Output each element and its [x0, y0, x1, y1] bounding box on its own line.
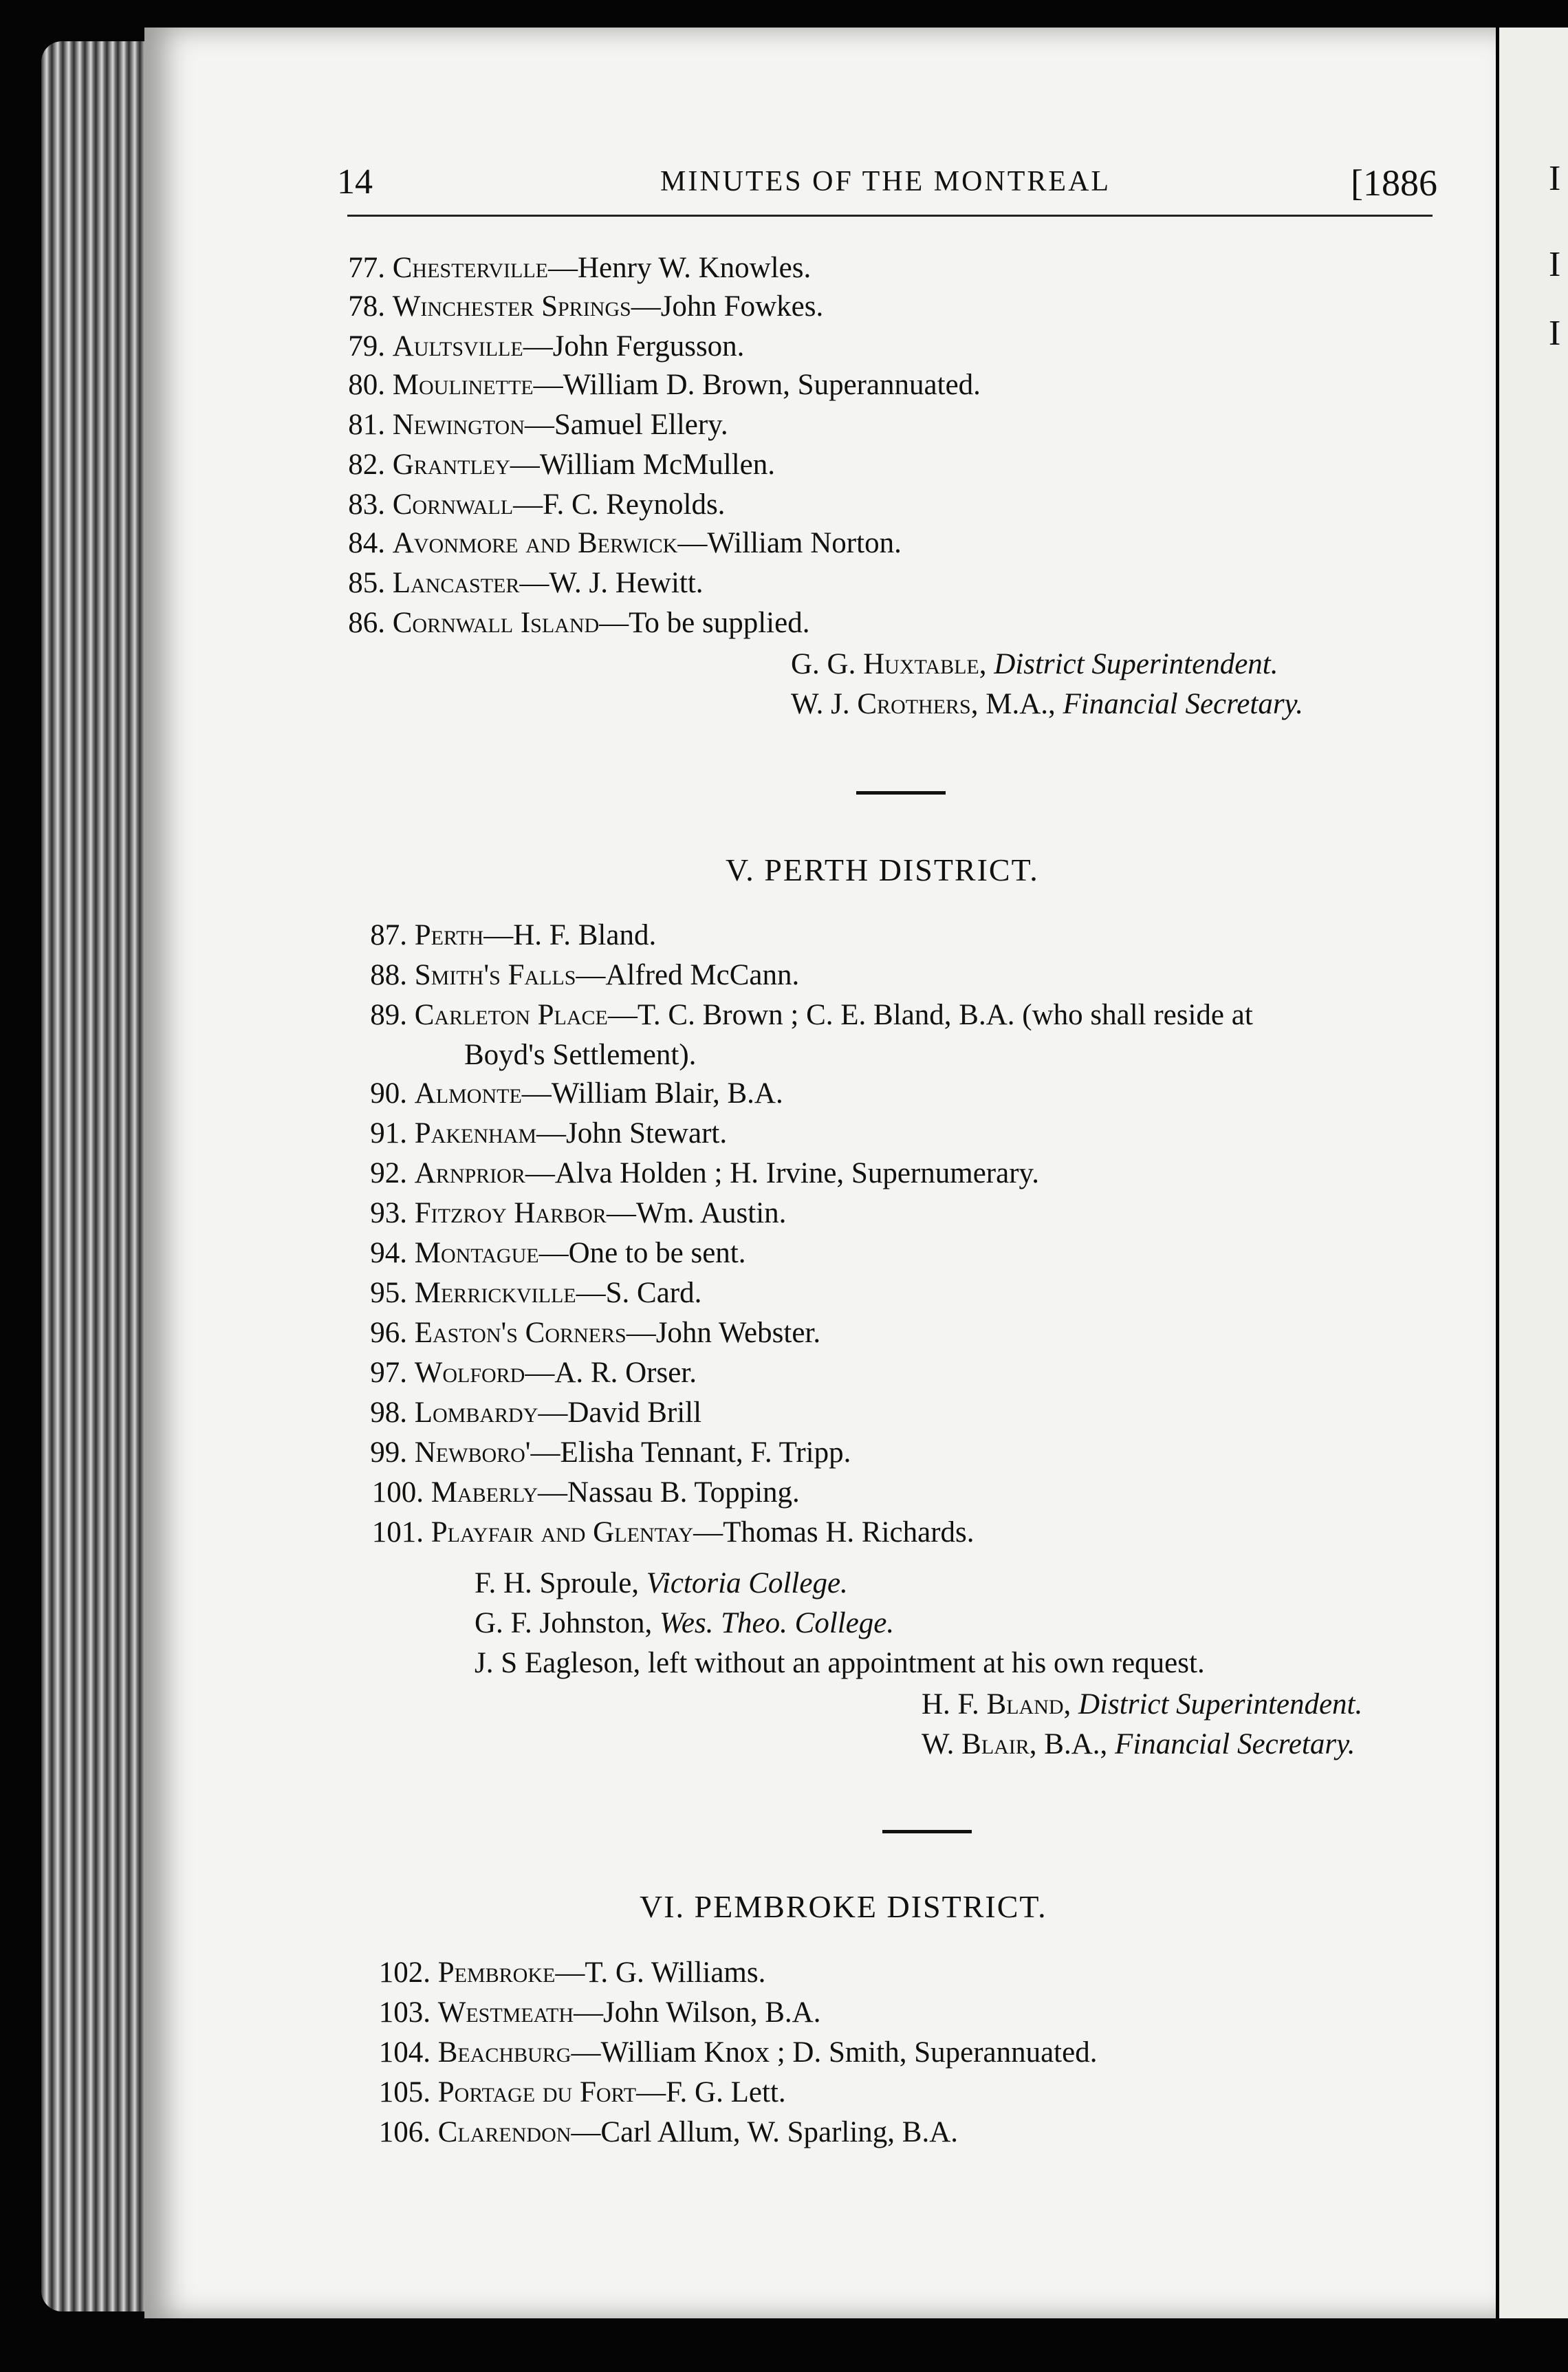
station-entry [352, 1394, 701, 1432]
signatory-title: District Superintendent. [1078, 1688, 1363, 1721]
appointment-text: —William Norton. [677, 527, 902, 559]
station-name: Wolford [414, 1357, 525, 1389]
station-name: Cornwall Island [392, 607, 600, 639]
station-entry [330, 604, 809, 643]
appointment-note [475, 1564, 848, 1603]
appointment-text: —Samuel Ellery. [524, 409, 728, 441]
station-entry [352, 1154, 1039, 1193]
station-name: Arnprior [414, 1157, 525, 1189]
entry-number: 83. [348, 488, 385, 521]
station-name: Fitzroy Harbor [414, 1197, 607, 1229]
station-name: Merrickville [414, 1277, 576, 1309]
signatory-name: W. J. Crothers, M.A., [791, 688, 1056, 720]
section-separator [882, 1830, 972, 1833]
note-detail: Victoria College. [646, 1567, 848, 1599]
appointment-text: —John Fergusson. [523, 330, 745, 363]
signatory-title: District Superintendent. [994, 648, 1278, 680]
entry-number: 103. [378, 1996, 431, 2029]
head-rule [347, 215, 1433, 217]
station-name: Clarendon [437, 2116, 571, 2148]
appointment-note: J. S Eagleson, left without an appointment at his own request. [475, 1647, 1205, 1679]
page-number: 14 [337, 162, 373, 202]
entry-number: 84. [348, 527, 385, 559]
note-name: F. H. Sproule, [475, 1567, 640, 1599]
station-name: Pembroke [437, 1956, 556, 1989]
entry-number: 87. [370, 919, 407, 951]
entry-number: 101. [371, 1516, 424, 1549]
appointment-text: —Thomas H. Richards. [693, 1516, 974, 1549]
station-name: Avonmore and Berwick [392, 527, 678, 559]
station-entry [330, 249, 811, 288]
station-entry [352, 1434, 851, 1472]
entry-number: 96. [370, 1317, 407, 1349]
facing-page-sliver [1499, 28, 1568, 2318]
entry-number: 97. [370, 1357, 407, 1389]
station-name: Cornwall [392, 488, 514, 521]
note-detail: Wes. Theo. College. [659, 1607, 895, 1639]
station-name: Newington [392, 409, 525, 441]
entry-number: 104. [378, 2036, 431, 2069]
signature-line [922, 1725, 1355, 1764]
appointment-text: —John Webster. [626, 1317, 821, 1349]
entry-number: 78. [348, 290, 385, 323]
running-head-title: MINUTES OF THE MONTREAL [660, 166, 1111, 197]
station-entry [330, 446, 775, 484]
station-name: Grantley [392, 449, 510, 481]
station-name: Lancaster [392, 567, 520, 599]
signature-line [922, 1685, 1362, 1724]
station-entry [330, 406, 728, 444]
appointment-text: —S. Card. [576, 1277, 702, 1309]
appointment-text: —A. R. Orser. [525, 1357, 697, 1389]
appointment-text: —T. G. Williams. [555, 1956, 766, 1989]
station-name: Aultsville [392, 330, 523, 363]
entry-number: 77. [348, 252, 385, 284]
district-heading: VI. PEMBROKE DISTRICT. [640, 1889, 1047, 1924]
station-entry [352, 1513, 974, 1552]
appointment-text: —John Stewart. [536, 1117, 728, 1150]
station-name: Chesterville [392, 252, 548, 284]
section-separator [856, 791, 946, 795]
entry-number: 93. [370, 1197, 407, 1229]
station-entry [352, 1194, 786, 1233]
station-entry [352, 916, 656, 955]
appointment-text: —Alva Holden ; H. Irvine, Supernumerary. [525, 1157, 1039, 1189]
entry-number: 106. [378, 2116, 431, 2148]
station-entry [352, 1114, 727, 1153]
station-name: Newboro' [414, 1436, 531, 1469]
entry-number: 99. [370, 1436, 407, 1469]
appointment-text: —John Fowkes. [631, 290, 824, 323]
signature-line [791, 645, 1278, 684]
station-name: Playfair and Glentay [431, 1516, 694, 1549]
district-heading: V. PERTH DISTRICT. [726, 852, 1039, 887]
appointment-text: —Wm. Austin. [606, 1197, 787, 1229]
station-name: Carleton Place [414, 999, 608, 1031]
entry-number: 102. [378, 1956, 431, 1989]
appointment-text: —David Brill [538, 1397, 702, 1429]
station-entry [330, 366, 981, 405]
entry-number: 88. [370, 959, 407, 991]
entry-number: 80. [348, 369, 385, 401]
station-entry [352, 1234, 746, 1273]
station-entry [330, 564, 704, 603]
station-entry [356, 2113, 958, 2152]
signatory-title: Financial Secretary. [1063, 688, 1304, 720]
entry-number: 81. [348, 409, 385, 441]
appointment-text: —H. F. Bland. [483, 919, 657, 951]
station-entry [352, 1075, 783, 1113]
station-name: Smith's Falls [414, 959, 576, 991]
appointment-text: —William Knox ; D. Smith, Superannuated. [571, 2036, 1098, 2069]
signature-line [791, 685, 1303, 724]
signatory-title: Financial Secretary. [1115, 1728, 1355, 1760]
entry-number: 85. [348, 567, 385, 599]
station-name: Almonte [414, 1077, 522, 1110]
station-entry [352, 1274, 701, 1313]
appointment-note [475, 1604, 894, 1643]
station-entry [356, 2073, 786, 2112]
entry-number: 92. [370, 1157, 407, 1189]
appointment-text: —F. C. Reynolds. [513, 488, 726, 521]
note-name: G. F. Johnston, [475, 1607, 653, 1639]
facing-page-mark: I [1549, 314, 1561, 353]
running-head-year: [1886 [1351, 162, 1437, 204]
station-entry [352, 996, 1253, 1035]
station-entry [330, 486, 725, 524]
station-entry [352, 1474, 800, 1512]
appointment-text: —William D. Brown, Superannuated. [533, 369, 981, 401]
entry-number: 94. [370, 1237, 407, 1269]
signatory-name: W. Blair, B.A., [922, 1728, 1108, 1760]
signatory-name: H. F. Bland, [922, 1688, 1071, 1721]
entry-number: 86. [348, 607, 385, 639]
appointment-text: —William Blair, B.A. [521, 1077, 783, 1110]
station-name: Perth [414, 919, 484, 951]
station-entry [352, 1314, 820, 1352]
entry-number: 91. [370, 1117, 407, 1150]
entry-number: 90. [370, 1077, 407, 1110]
appointment-text: —W. J. Hewitt. [519, 567, 704, 599]
station-entry [352, 956, 799, 995]
entry-number: 95. [370, 1277, 407, 1309]
facing-page-mark: I [1549, 159, 1561, 198]
station-name: Maberly [431, 1476, 538, 1509]
station-entry [356, 1994, 820, 2032]
appointment-text: —To be supplied. [599, 607, 810, 639]
entry-continuation: Boyd's Settlement). [464, 1039, 697, 1071]
station-entry [330, 524, 902, 563]
entry-number: 98. [370, 1397, 407, 1429]
appointment-text: —Carl Allum, W. Sparling, B.A. [571, 2116, 959, 2148]
station-name: Lombardy [414, 1397, 538, 1429]
facing-page-mark: I [1549, 245, 1561, 284]
appointment-text: —Alfred McCann. [576, 959, 800, 991]
station-entry [330, 327, 744, 366]
signatory-name: G. G. Huxtable, [791, 648, 987, 680]
station-name: Westmeath [437, 1996, 574, 2029]
station-name: Winchester Springs [392, 290, 631, 323]
entry-number: 79. [348, 330, 385, 363]
station-name: Montague [414, 1237, 539, 1269]
station-name: Portage du Fort [437, 2076, 637, 2109]
station-name: Easton's Corners [414, 1317, 627, 1349]
running-head [337, 162, 1437, 210]
appointment-text: —One to be sent. [538, 1237, 746, 1269]
appointment-text: —T. C. Brown ; C. E. Bland, B.A. (who shall reside at [607, 999, 1253, 1031]
appointment-text: —John Wilson, B.A. [574, 1996, 821, 2029]
station-entry [356, 1954, 765, 1992]
appointment-text: —William McMullen. [510, 449, 776, 481]
appointment-text: —Henry W. Knowles. [548, 252, 812, 284]
station-name: Moulinette [392, 369, 534, 401]
station-name: Pakenham [414, 1117, 536, 1150]
appointment-text: —Nassau B. Topping. [537, 1476, 800, 1509]
appointment-text: —Elisha Tennant, F. Tripp. [530, 1436, 851, 1469]
entry-number: 82. [348, 449, 385, 481]
appointment-text: —F. G. Lett. [636, 2076, 786, 2109]
entry-number: 89. [370, 999, 407, 1031]
station-entry [330, 288, 823, 326]
station-entry [352, 1354, 697, 1392]
entry-number: 100. [371, 1476, 424, 1509]
station-entry [356, 2034, 1097, 2072]
entry-number: 105. [378, 2076, 431, 2109]
station-name: Beachburg [437, 2036, 571, 2069]
